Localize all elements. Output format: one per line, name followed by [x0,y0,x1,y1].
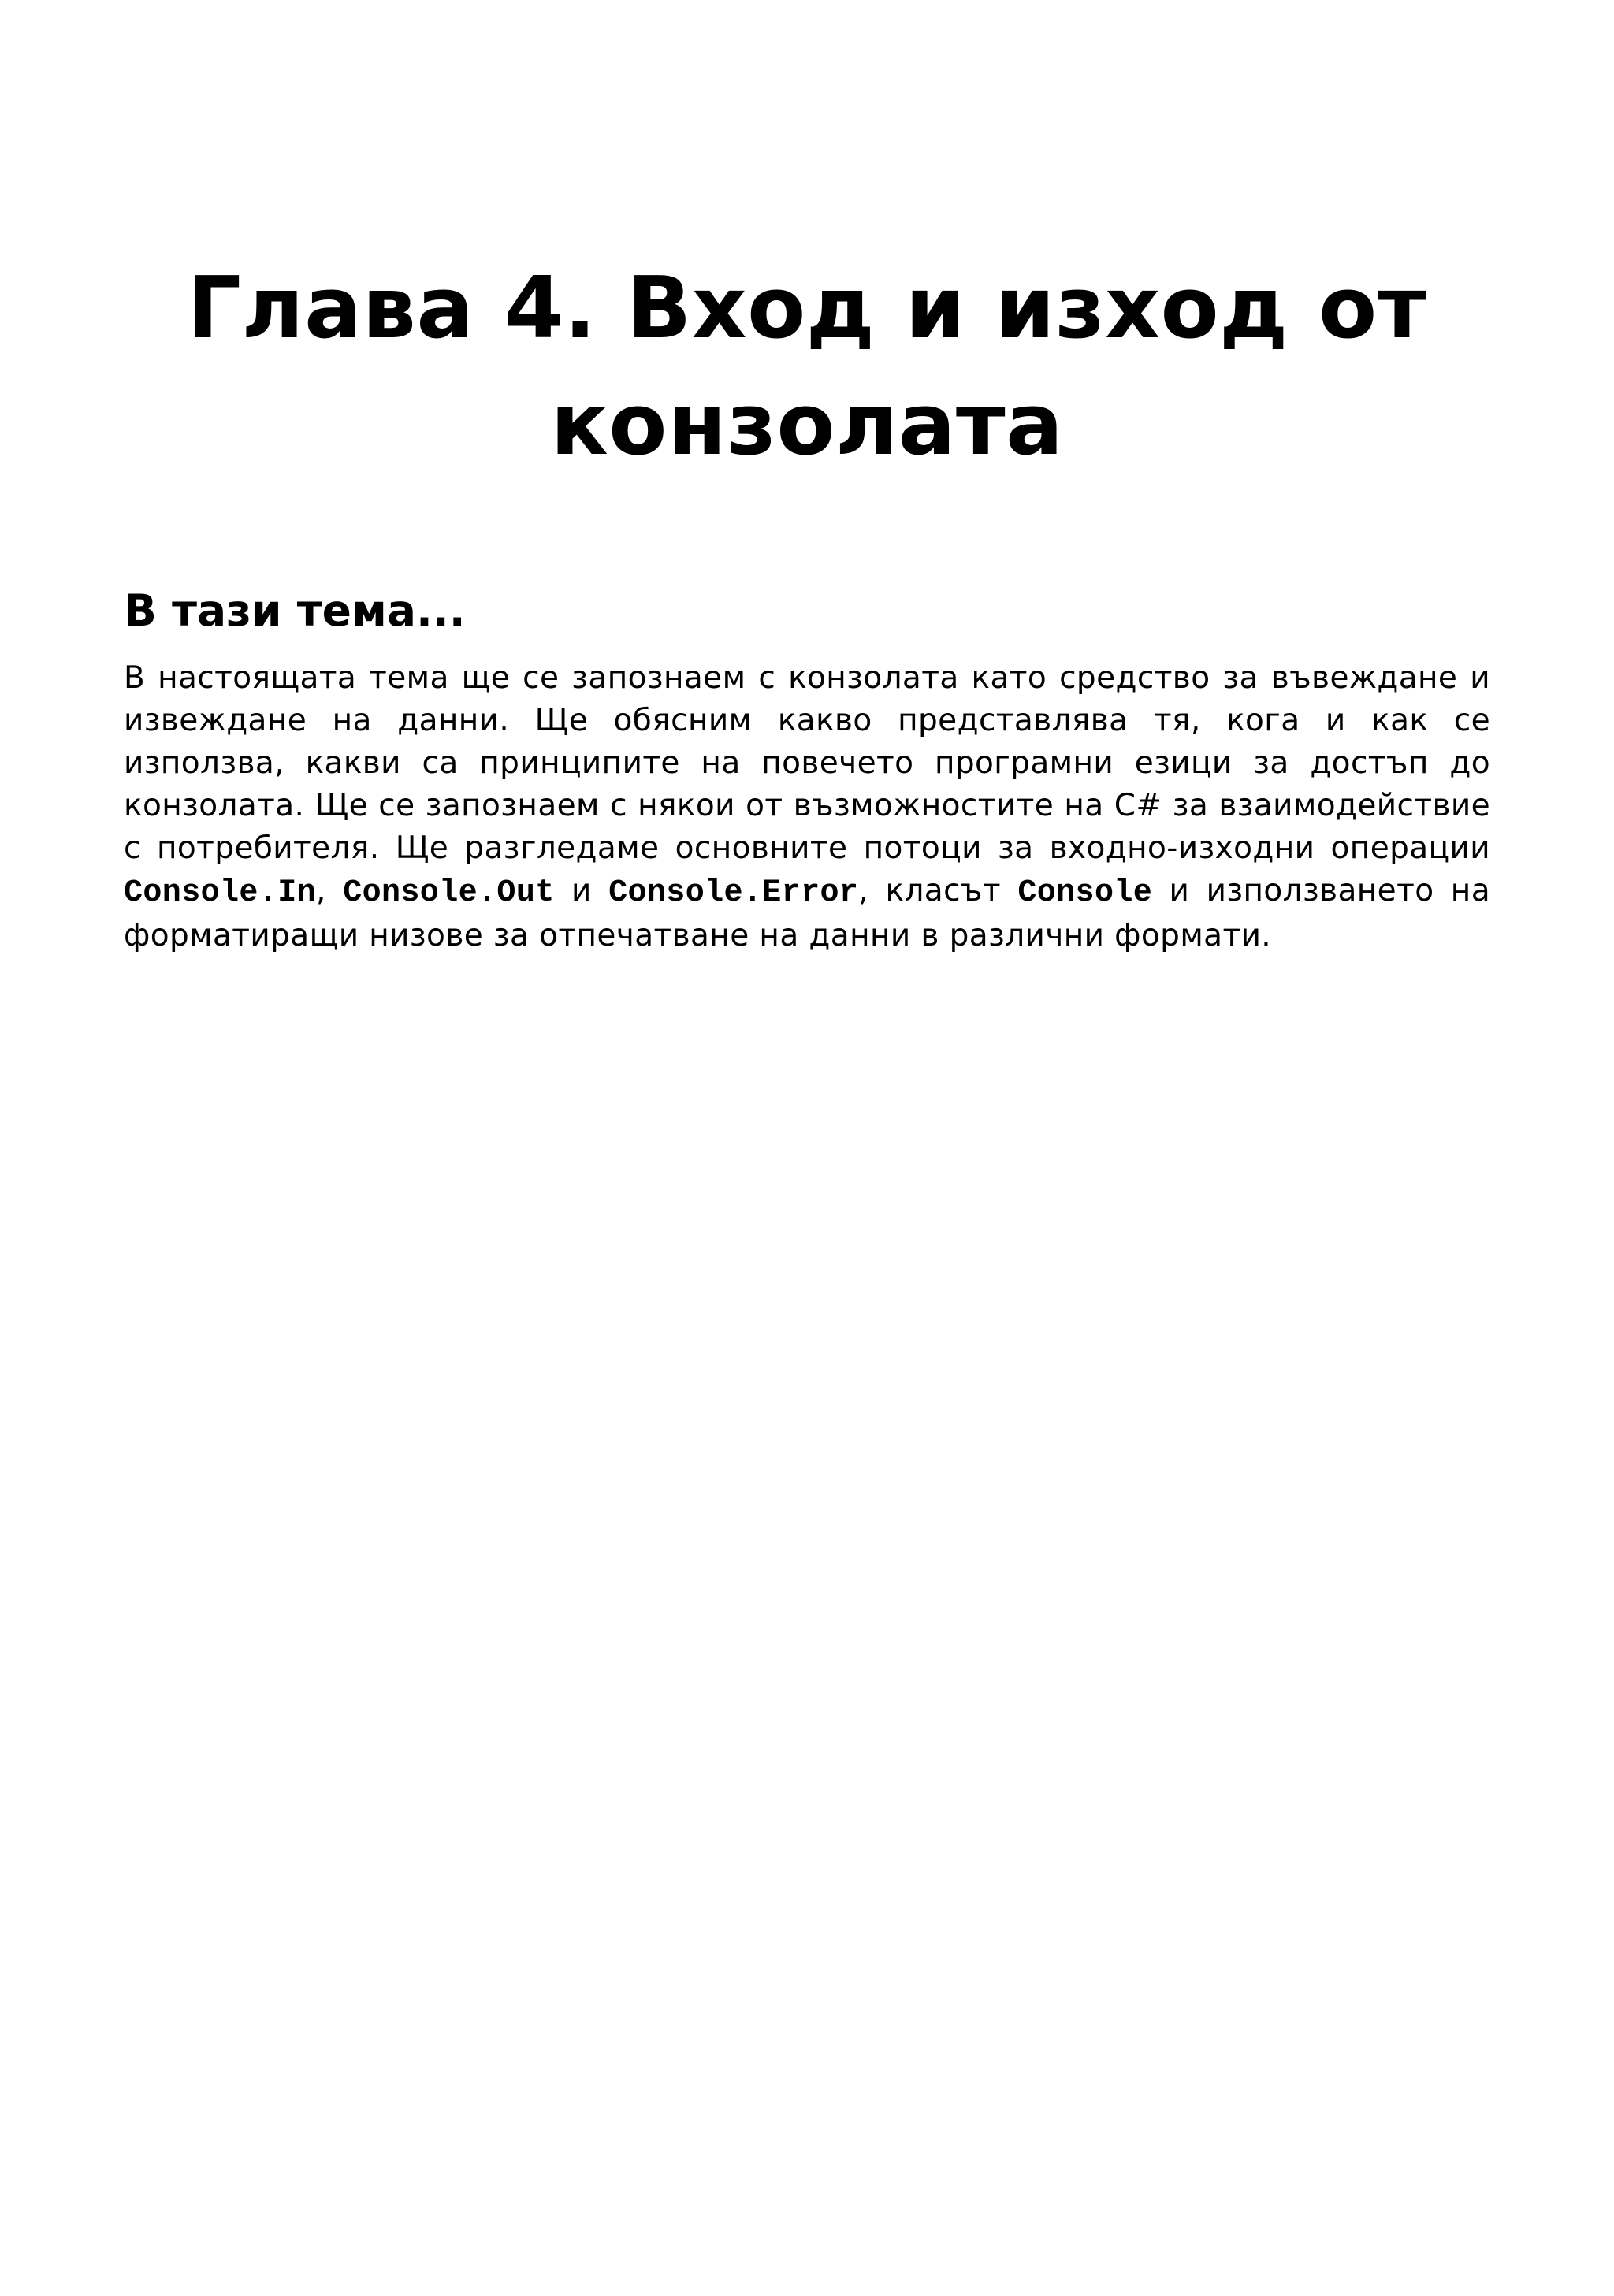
section-heading: В тази тема... [124,585,466,636]
code-console-out: Console.Out [343,875,555,911]
chapter-title [118,251,1496,484]
intro-paragraph [124,657,1490,957]
code-console-class: Console [1017,875,1153,911]
chapter-title-line-1: Глава 4. Вход и изход от [187,259,1427,358]
intro-text-part-3: и [554,873,609,908]
chapter-title-line-2: конзолата [550,376,1064,474]
intro-text-part-4: , класът [858,873,1018,908]
code-console-error: Console.Error [608,875,859,911]
intro-text-part-1: В настоящата тема ще се запознаем с конзолата като средство за въвеждане и извеждане на данни. Ще обясним какво представлява тя, кога и как се използва, какви са принципите на повечето програмни езици за достъп до конзолата. Ще се запознаем с някои от възможностите на C# за взаимодействие с потребителя. Ще разгледаме основните потоци за входно-изходни операции [124,660,1490,866]
code-console-in: Console.In [124,875,317,911]
intro-text-part-5: и използването на форматиращи низове за отпечатване на данни в различни формати. [124,873,1490,953]
intro-text-part-2: , [316,873,344,908]
